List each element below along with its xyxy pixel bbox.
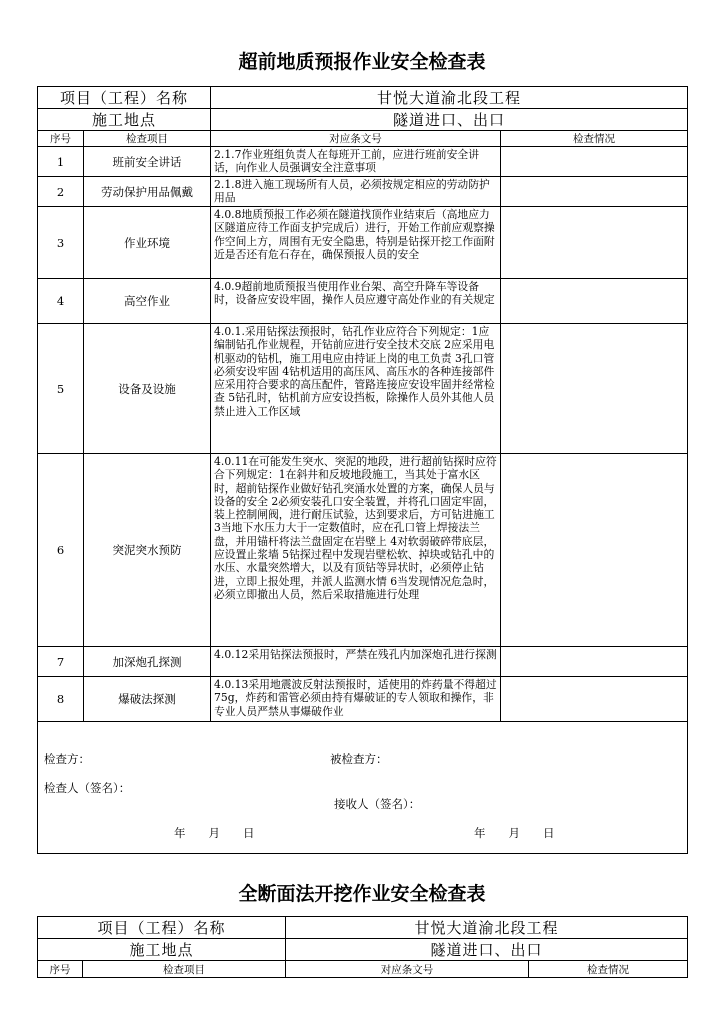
row-item: 爆破法探测 [84,677,211,722]
table-row [38,454,688,647]
row-status[interactable] [501,677,688,722]
header-clause: 对应条文号 [286,961,529,978]
date-right: 年 月 日 [474,826,555,840]
row-clause: 4.0.13采用地震波反射法预报时，适使用的炸药量不得超过75g，炸药和雷管必须由持有爆破证的专人领取和操作，非专业人员严禁从事爆破作业 [211,677,501,722]
row-status[interactable] [501,279,688,324]
row-clause: 4.0.12采用钻探法预报时，严禁在残孔内加深炮孔进行探测 [211,647,501,677]
row-item: 高空作业 [84,279,211,324]
inspector-signature: 检查人（签名）： [44,781,131,795]
row-status[interactable] [501,647,688,677]
row-clause: 4.0.8地质预报工作必须在隧道找顶作业结束后（高地应力区隧道应待工作面支护完成后）进行，开始工作前应观察操作空间上方，周围有无安全隐患，特别是钻探开挖工作面附近是否还有危石存在，确保预报人员的安全 [211,207,501,279]
site-value: 隧道进口、出口 [286,939,688,961]
site-label: 施工地点 [38,939,286,961]
row-no: 8 [38,677,84,722]
row-status[interactable] [501,207,688,279]
row-item: 加深炮孔探测 [84,647,211,677]
site-label: 施工地点 [38,109,211,131]
row-no: 3 [38,207,84,279]
signature-area [38,722,688,854]
row-no: 4 [38,279,84,324]
header-item: 检查项目 [84,131,211,147]
row-clause: 4.0.11在可能发生突水、突泥的地段，进行超前钻探时应符合下列规定：1在斜井和反坡地段施工，当其处于富水区时，超前钻探作业做好钻孔突涌水处置的方案，确保人员与设备的安全 2必须安装孔口安全装置，并将孔口固定牢固，装上控制闸阀，进行耐压试验，达到要求后，方可钻进施工 3当地下水压力大于一定数值时，应在孔口管上焊接法兰盘，并用锚杆将法兰盘固定在岩壁上 4对软弱破碎带底层，应设置止浆墙 5钻探过程中发现岩壁松软、掉块或钻孔中的水压、水量突然增大，以及有顶钻等异状时，必须停止钻进，立即上报处理，并派人监测水情 6当发现情况危急时，必须立即撤出人员，然后采取措施进行处理 [211,454,501,647]
row-clause: 2.1.7作业班组负责人在每班开工前，应进行班前安全讲话，向作业人员强调安全注意事项 [211,147,501,177]
date-left: 年 月 日 [174,826,255,840]
form2-table [37,916,688,978]
table-row [38,647,688,677]
header-item: 检查项目 [83,961,286,978]
row-item: 班前安全讲话 [84,147,211,177]
row-no: 6 [38,454,84,647]
row-item: 设备及设施 [84,324,211,454]
table-row [38,279,688,324]
form1-table [37,86,688,854]
row-item: 作业环境 [84,207,211,279]
inspected-party: 被检查方： [330,752,388,766]
row-item: 突泥突水预防 [84,454,211,647]
receiver-signature: 接收人（签名）： [334,797,421,811]
project-label: 项目（工程）名称 [38,87,211,109]
header-status: 检查情况 [501,131,688,147]
row-no: 5 [38,324,84,454]
header-status: 检查情况 [529,961,688,978]
table-row [38,324,688,454]
table-row [38,147,688,177]
row-no: 1 [38,147,84,177]
row-status[interactable] [501,324,688,454]
site-value: 隧道进口、出口 [211,109,688,131]
project-value: 甘悦大道渝北段工程 [286,917,688,939]
header-clause: 对应条文号 [211,131,501,147]
row-status[interactable] [501,454,688,647]
header-no: 序号 [38,131,84,147]
table-row [38,207,688,279]
form2-title: 全断面法开挖作业安全检查表 [238,883,486,905]
row-status[interactable] [501,177,688,207]
table-row [38,177,688,207]
row-clause: 4.0.9超前地质预报当使用作业台架、高空升降车等设备时，设备应安设牢固，操作人员应遵守高处作业的有关规定 [211,279,501,324]
row-clause: 4.0.1.采用钻探法预报时，钻孔作业应符合下列规定：1应编制钻孔作业规程，开钻前应进行安全技术交底 2应采用电机驱动的钻机，施工用电应由持证上岗的电工负责 3孔口管必须安设牢固 4钻机适用的高压风、高压水的各种连接部件应采用符合要求的高压配件，管路连接应安设牢固并经常检查 5钻孔时，钻机前方应安设挡板，除操作人员外其他人员禁止进入工作区域 [211,324,501,454]
row-item: 劳动保护用品佩戴 [84,177,211,207]
project-label: 项目（工程）名称 [38,917,286,939]
row-status[interactable] [501,147,688,177]
form1-title: 超前地质预报作业安全检查表 [238,51,486,73]
row-no: 2 [38,177,84,207]
header-no: 序号 [38,961,83,978]
row-no: 7 [38,647,84,677]
row-clause: 2.1.8进入施工现场所有人员，必须按规定相应的劳动防护用品 [211,177,501,207]
table-row [38,677,688,722]
project-value: 甘悦大道渝北段工程 [211,87,688,109]
inspector-party: 检查方： [44,752,90,766]
